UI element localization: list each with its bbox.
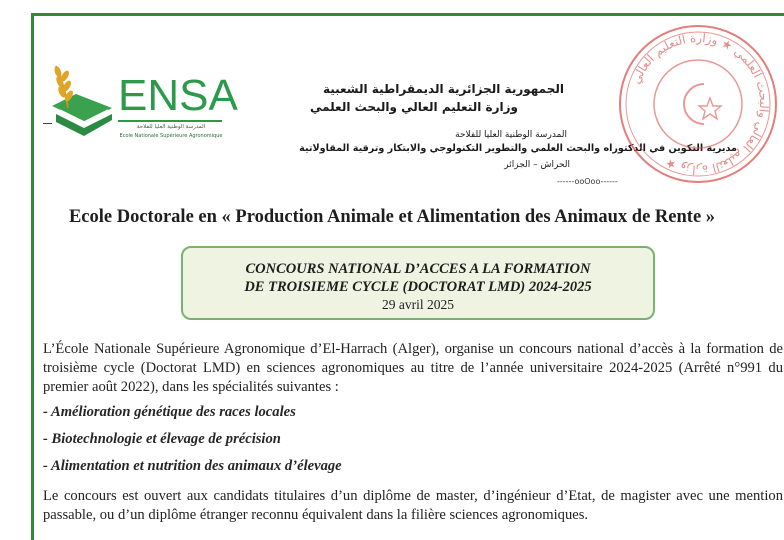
specialty-item: - Biotechnologie et élevage de précision (43, 431, 281, 447)
announcement-date: 29 avril 2025 (382, 297, 454, 312)
header-republic-ar: الجمهورية الجزائرية الديمقراطية الشعبية (322, 82, 564, 96)
header-school-ar: المدرسة الوطنية العليا للفلاحة (455, 130, 567, 140)
header-directorate-ar: مديرية التكوين في الدكتوراه والبحث العلمي والتطوير التكنولوجي والابتكار وترقية المقاولاتية (299, 143, 737, 154)
stamp-seal-icon (612, 18, 784, 190)
specialty-item: - Amélioration génétique des races locales (43, 404, 296, 420)
logo-subtitle-french: Ecole Nationale Supérieure Agronomique (119, 133, 223, 139)
header-city-ar: الحراش – الجزائر (504, 160, 570, 170)
header-ornament: ------ooOoo------ (557, 177, 618, 186)
doctoral-school-title: Ecole Doctorale en « Production Animale et Alimentation des Animaux de Rente » (68, 207, 716, 227)
announcement-line-1: CONCOURS NATIONAL D’ACCES A LA FORMATION (245, 261, 591, 277)
svg-text:وزارة التعليم العالي والبحث ال: وزارة التعليم العالي والبحث العلمي ★ وزارة التعليم العالي ★ (628, 30, 772, 178)
official-stamp (612, 18, 784, 190)
top-border-line (31, 13, 784, 16)
announcement-box (181, 246, 655, 320)
ensa-logo (46, 58, 238, 158)
intro-paragraph: L’École Nationale Supérieure Agronomique d’El-Harrach (Alger), organise un concours national d’accès à la formation de troisième cycle (Doctorat LMD) en sciences agronomiques au titre de l’année universitaire 2024-2025 (Arrêté n°991 du premier août 2022), dans les spécialités suivantes : (43, 341, 783, 395)
specialty-item: - Alimentation et nutrition des animaux d’élevage (43, 458, 342, 474)
header-ministry-ar: وزارة التعليم العالي والبحث العلمي (309, 100, 518, 114)
left-border-line (31, 13, 34, 540)
announcement-line-2: DE TROISIEME CYCLE (DOCTORAT LMD) 2024-2025 (244, 279, 592, 295)
logo-wordmark: ENSA (118, 71, 238, 120)
eligibility-paragraph: Le concours est ouvert aux candidats titulaires d’un diplôme de master, d’ingénieur d’Etat, de magister avec une mention passable, ou d’un diplôme étranger reconnu équivalent dans la filière sciences agronomiques. (43, 488, 783, 523)
logo-subtitle-arabic: المدرسة الوطنية العليا للفلاحة (136, 124, 206, 130)
